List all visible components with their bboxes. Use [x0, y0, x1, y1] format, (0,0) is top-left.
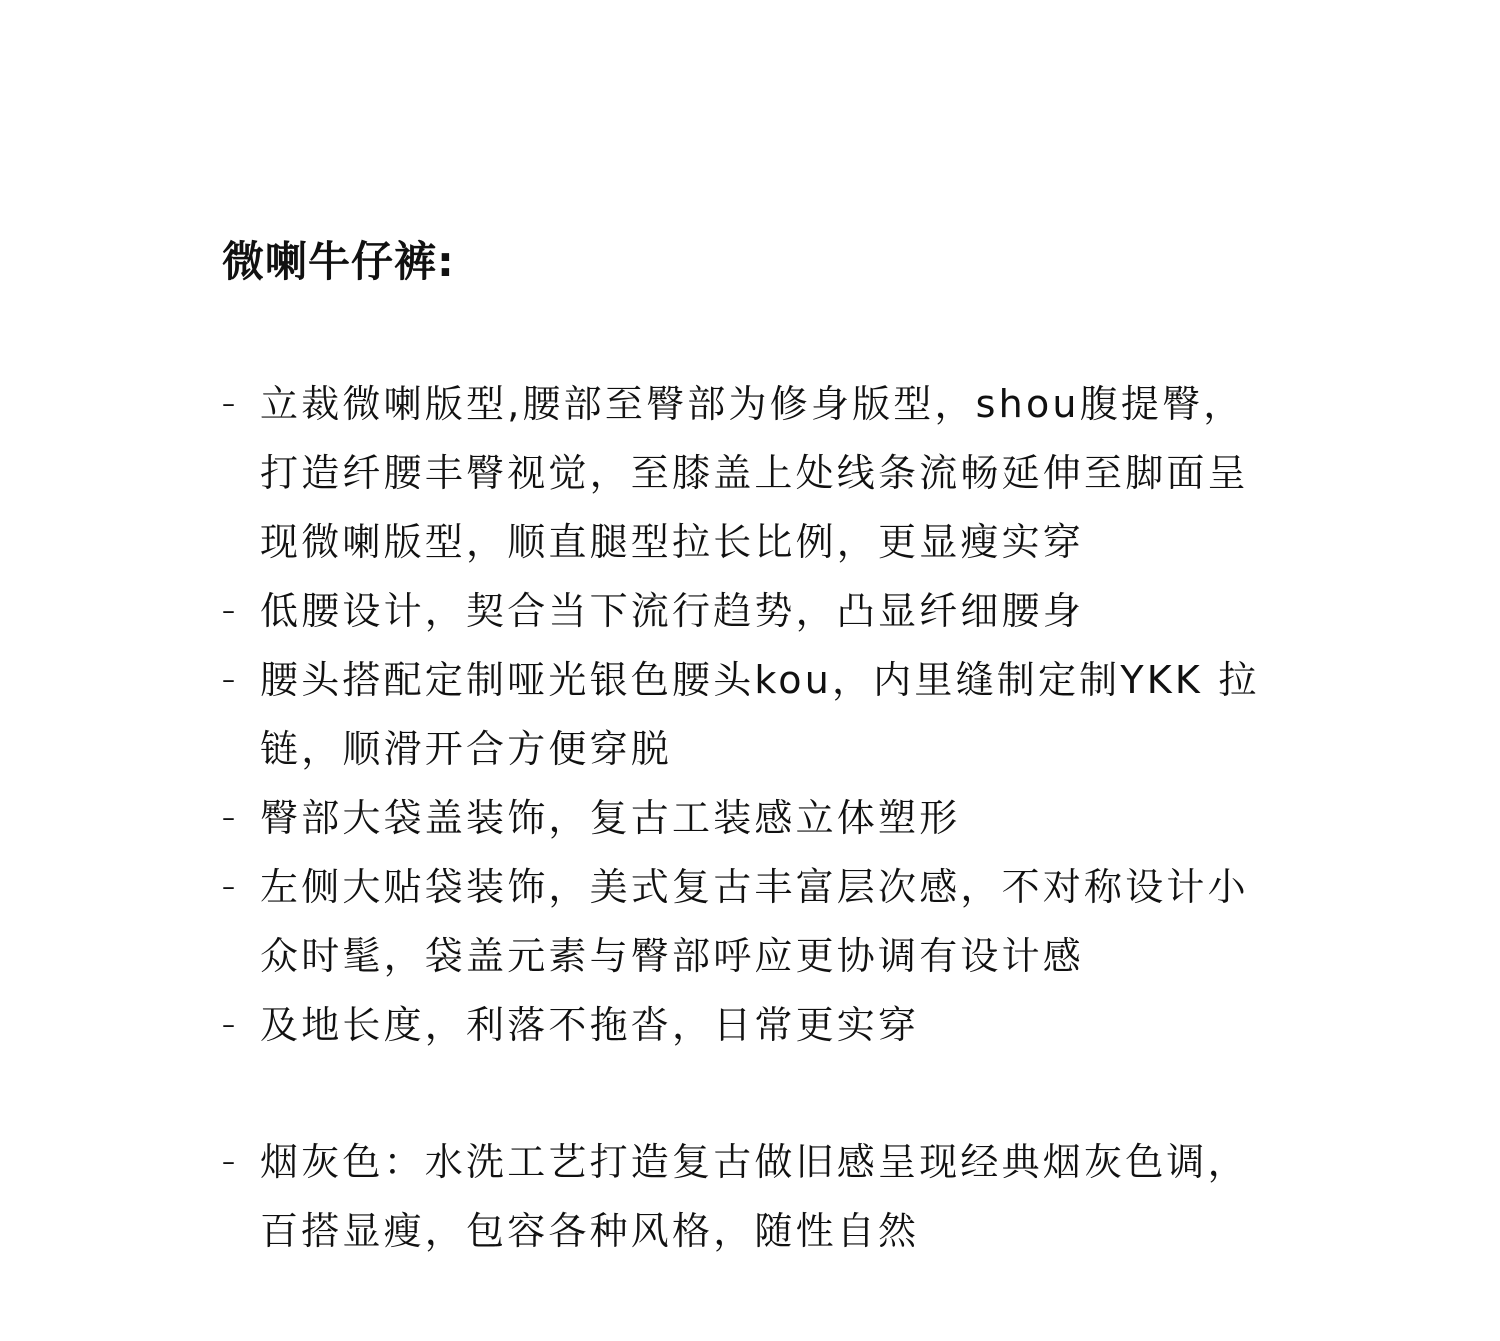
feature-item-color: – 烟灰色：水洗工艺打造复古做旧感呈现经典烟灰色调，百搭显瘦，包容各种风格，随性自然: [222, 1128, 1282, 1266]
feature-item-waistband: – 腰头搭配定制哑光银色腰头kou，内里缝制定制YKK 拉链，顺滑开合方便穿脱: [222, 646, 1282, 784]
page-title: 微喇牛仔裤:: [222, 237, 455, 286]
feature-item-low-waist: – 低腰设计，契合当下流行趋势，凸显纤细腰身: [222, 577, 1282, 646]
feature-item-fit: – 立裁微喇版型,腰部至臀部为修身版型，shou腹提臀，打造纤腰丰臀视觉，至膝盖上处线条流畅延伸至脚面呈现微喇版型，顺直腿型拉长比例，更显瘦实穿: [222, 370, 1282, 577]
feature-item-length: – 及地长度，利落不拖沓，日常更实穿: [222, 991, 1282, 1060]
feature-list: [222, 370, 1282, 1266]
product-description: [222, 232, 1282, 1266]
feature-item-side-pocket: – 左侧大贴袋装饰，美式复古丰富层次感，不对称设计小众时髦，袋盖元素与臀部呼应更协调有设计感: [222, 853, 1282, 991]
feature-item-back-pocket: – 臀部大袋盖装饰，复古工装感立体塑形: [222, 784, 1282, 853]
